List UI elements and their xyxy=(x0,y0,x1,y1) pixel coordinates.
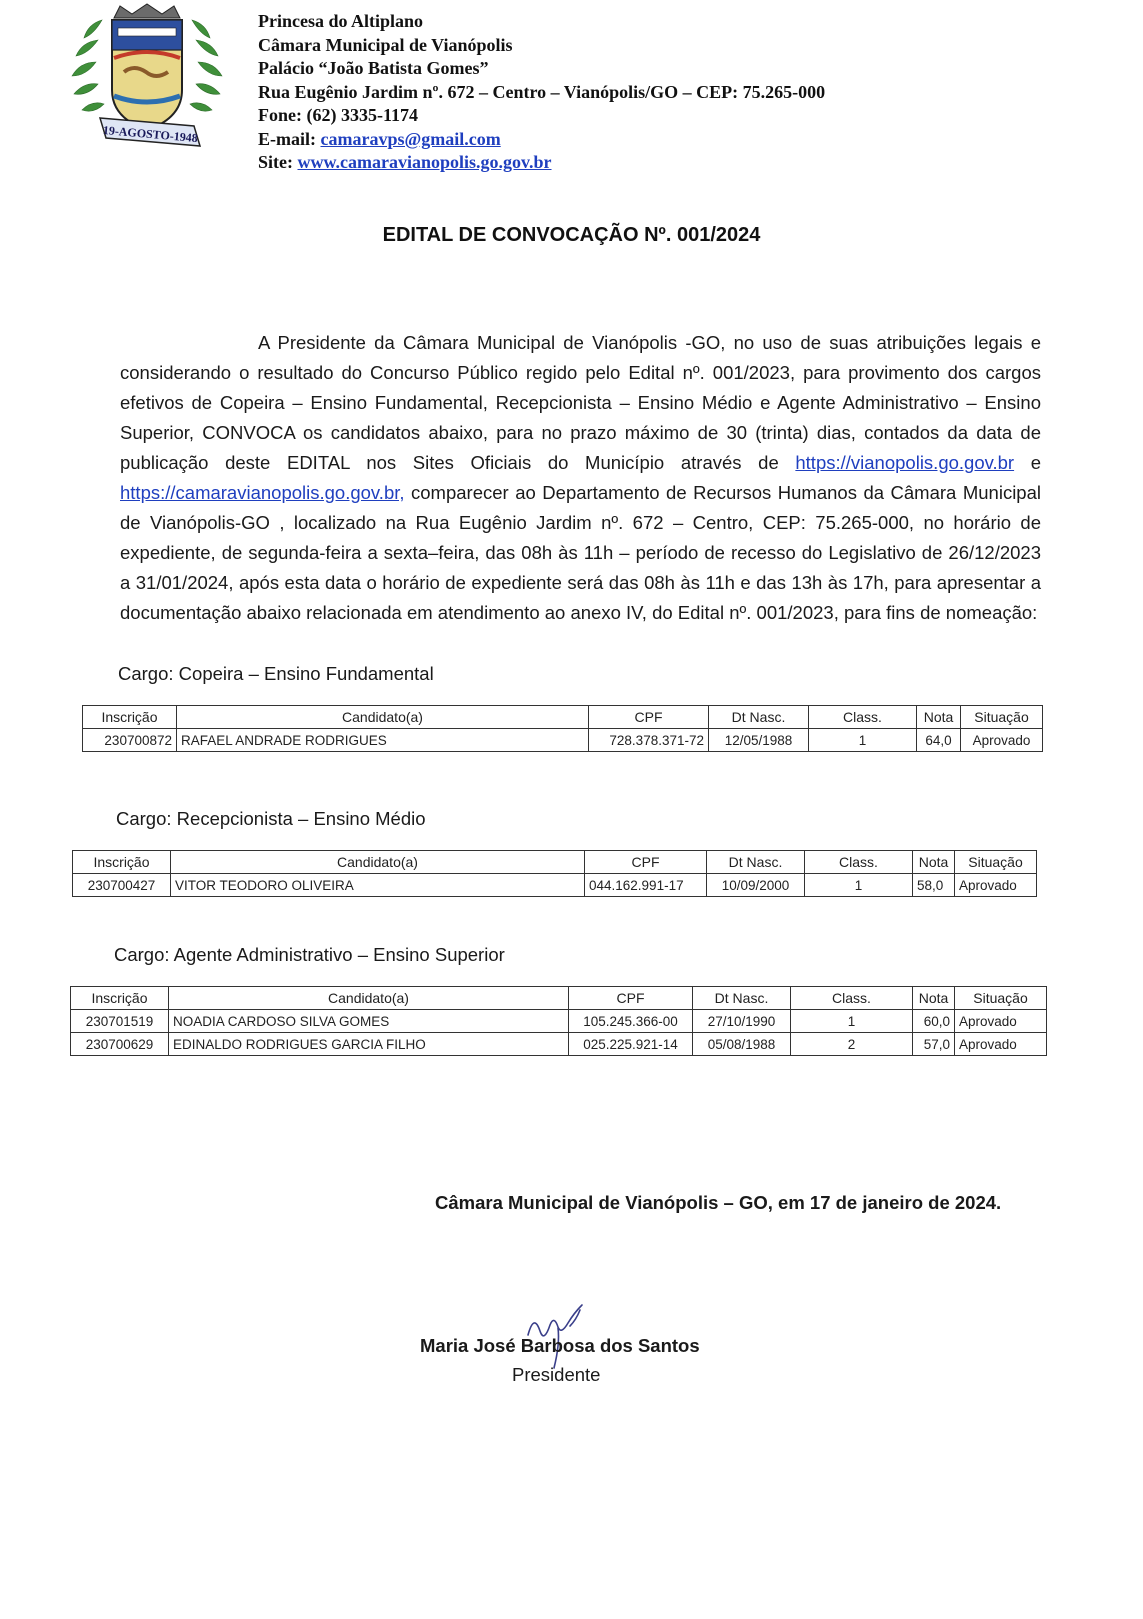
cell-class: 2 xyxy=(791,1033,913,1056)
table-header-row xyxy=(73,851,1037,874)
col-candidato: Candidato(a) xyxy=(177,706,589,729)
table-header-row xyxy=(71,987,1047,1010)
letterhead-address: Rua Eugênio Jardim nº. 672 – Centro – Vianópolis/GO – CEP: 75.265-000 xyxy=(258,81,826,102)
col-inscricao: Inscrição xyxy=(83,706,177,729)
cargo-heading-agente: Cargo: Agente Administrativo – Ensino Superior xyxy=(114,944,505,965)
table-row xyxy=(71,1010,1047,1033)
letterhead-email-line xyxy=(258,128,825,152)
letterhead-phone: Fone: (62) 3335-1174 xyxy=(258,105,418,125)
letterhead-palace: Palácio “João Batista Gomes” xyxy=(258,58,489,78)
cell-inscricao: 230700629 xyxy=(71,1033,169,1056)
letterhead-site-line xyxy=(258,151,825,175)
cell-inscricao: 230700427 xyxy=(73,874,171,897)
table-header-row xyxy=(83,706,1043,729)
cell-situacao: Aprovado xyxy=(961,729,1043,752)
closing-place-date: Câmara Municipal de Vianópolis – GO, em 17 de janeiro de 2024. xyxy=(435,1192,1002,1213)
col-candidato: Candidato(a) xyxy=(171,851,585,874)
cell-candidato: RAFAEL ANDRADE RODRIGUES xyxy=(177,729,589,752)
col-situacao: Situação xyxy=(955,987,1047,1010)
candidates-table-agente xyxy=(70,986,1047,1056)
body-conjunction: e xyxy=(1014,452,1042,473)
cell-dt-nasc: 05/08/1988 xyxy=(693,1033,791,1056)
body-text-part2: comparecer ao Departamento de Recursos Humanos da Câmara Municipal de Vianópolis-GO , localizado na Rua Eugênio Jardim nº. 672 – Centro, CEP: 75.265-000, no horário de expediente, de segunda-feira a sexta–feira, das 08h às 11h – período de recesso do Legislativo de 26/12/2023 a 31/01/2024, após esta data o horário de expediente será das 08h às 11h e das 13h às 17h, para apresentar a documentação abaixo relacionada em atendimento ao anexo IV, do Edital nº. 001/2023, para fins de nomeação: xyxy=(120,482,1041,623)
col-dt-nasc: Dt Nasc. xyxy=(693,987,791,1010)
cell-inscricao: 230700872 xyxy=(83,729,177,752)
col-cpf: CPF xyxy=(585,851,707,874)
cell-situacao: Aprovado xyxy=(955,1033,1047,1056)
cell-cpf: 105.245.366-00 xyxy=(569,1010,693,1033)
municipal-crest-icon xyxy=(62,0,232,160)
col-class: Class. xyxy=(805,851,913,874)
signatory-name: Maria José Barbosa dos Santos xyxy=(420,1335,700,1356)
cell-situacao: Aprovado xyxy=(955,1010,1047,1033)
cell-class: 1 xyxy=(791,1010,913,1033)
col-nota: Nota xyxy=(913,851,955,874)
cell-class: 1 xyxy=(809,729,917,752)
cell-nota: 64,0 xyxy=(917,729,961,752)
email-link[interactable]: camaravps@gmail.com xyxy=(320,128,501,149)
camara-site-link[interactable]: https://camaravianopolis.go.gov.br, xyxy=(120,482,405,503)
cell-dt-nasc: 12/05/1988 xyxy=(709,729,809,752)
col-cpf: CPF xyxy=(569,987,693,1010)
document-title: EDITAL DE CONVOCAÇÃO Nº. 001/2024 xyxy=(382,224,761,246)
col-candidato: Candidato(a) xyxy=(169,987,569,1010)
col-nota: Nota xyxy=(917,706,961,729)
col-cpf: CPF xyxy=(589,706,709,729)
letterhead-motto: Princesa do Altiplano xyxy=(258,11,424,31)
cell-cpf: 728.378.371-72 xyxy=(589,729,709,752)
cell-dt-nasc: 10/09/2000 xyxy=(707,874,805,897)
cell-candidato: NOADIA CARDOSO SILVA GOMES xyxy=(169,1010,569,1033)
col-dt-nasc: Dt Nasc. xyxy=(709,706,809,729)
cell-cpf: 044.162.991-17 xyxy=(585,874,707,897)
cell-class: 1 xyxy=(805,874,913,897)
cell-cpf: 025.225.921-14 xyxy=(569,1033,693,1056)
crest-motto: 19-AGOSTO-1948 xyxy=(102,122,199,146)
cell-nota: 57,0 xyxy=(913,1033,955,1056)
body-text-part1: A Presidente da Câmara Municipal de Vianópolis -GO, no uso de suas atribuições legais e considerando o resultado do Concurso Público regido pelo Edital nº. 001/2023, para provimento dos cargos efetivos de Copeira – Ensino Fundamental, Recepcionista – Ensino Médio e Agente Administrativo – Ensino Superior, CONVOCA os candidatos abaixo, para no prazo máximo de 30 (trinta) dias, contados da data de publicação deste EDITAL nos Sites Oficiais do Município através de xyxy=(120,332,1041,473)
col-class: Class. xyxy=(791,987,913,1010)
cell-dt-nasc: 27/10/1990 xyxy=(693,1010,791,1033)
body-paragraph xyxy=(120,328,1041,628)
cargo-heading-recepcionista: Cargo: Recepcionista – Ensino Médio xyxy=(116,808,426,829)
vianopolis-site-link[interactable]: https://vianopolis.go.gov.br xyxy=(795,452,1015,473)
col-dt-nasc: Dt Nasc. xyxy=(707,851,805,874)
col-class: Class. xyxy=(809,706,917,729)
table-row xyxy=(83,729,1043,752)
signatory-role: Presidente xyxy=(512,1364,601,1385)
cell-nota: 60,0 xyxy=(913,1010,955,1033)
letterhead xyxy=(258,10,825,175)
cell-candidato: EDINALDO RODRIGUES GARCIA FILHO xyxy=(169,1033,569,1056)
col-situacao: Situação xyxy=(955,851,1037,874)
col-situacao: Situação xyxy=(961,706,1043,729)
site-label: Site: xyxy=(258,152,293,172)
col-nota: Nota xyxy=(913,987,955,1010)
cell-candidato: VITOR TEODORO OLIVEIRA xyxy=(171,874,585,897)
col-inscricao: Inscrição xyxy=(73,851,171,874)
cell-nota: 58,0 xyxy=(913,874,955,897)
candidates-table-recepcionista xyxy=(72,850,1037,897)
col-inscricao: Inscrição xyxy=(71,987,169,1010)
cargo-heading-copeira: Cargo: Copeira – Ensino Fundamental xyxy=(118,663,434,684)
table-row xyxy=(73,874,1037,897)
site-link[interactable]: www.camaravianopolis.go.gov.br xyxy=(297,152,552,172)
cell-situacao: Aprovado xyxy=(955,874,1037,897)
email-label: E-mail: xyxy=(258,128,316,149)
letterhead-institution: Câmara Municipal de Vianópolis xyxy=(258,34,513,55)
cell-inscricao: 230701519 xyxy=(71,1010,169,1033)
candidates-table-copeira xyxy=(82,705,1043,752)
table-row xyxy=(71,1033,1047,1056)
